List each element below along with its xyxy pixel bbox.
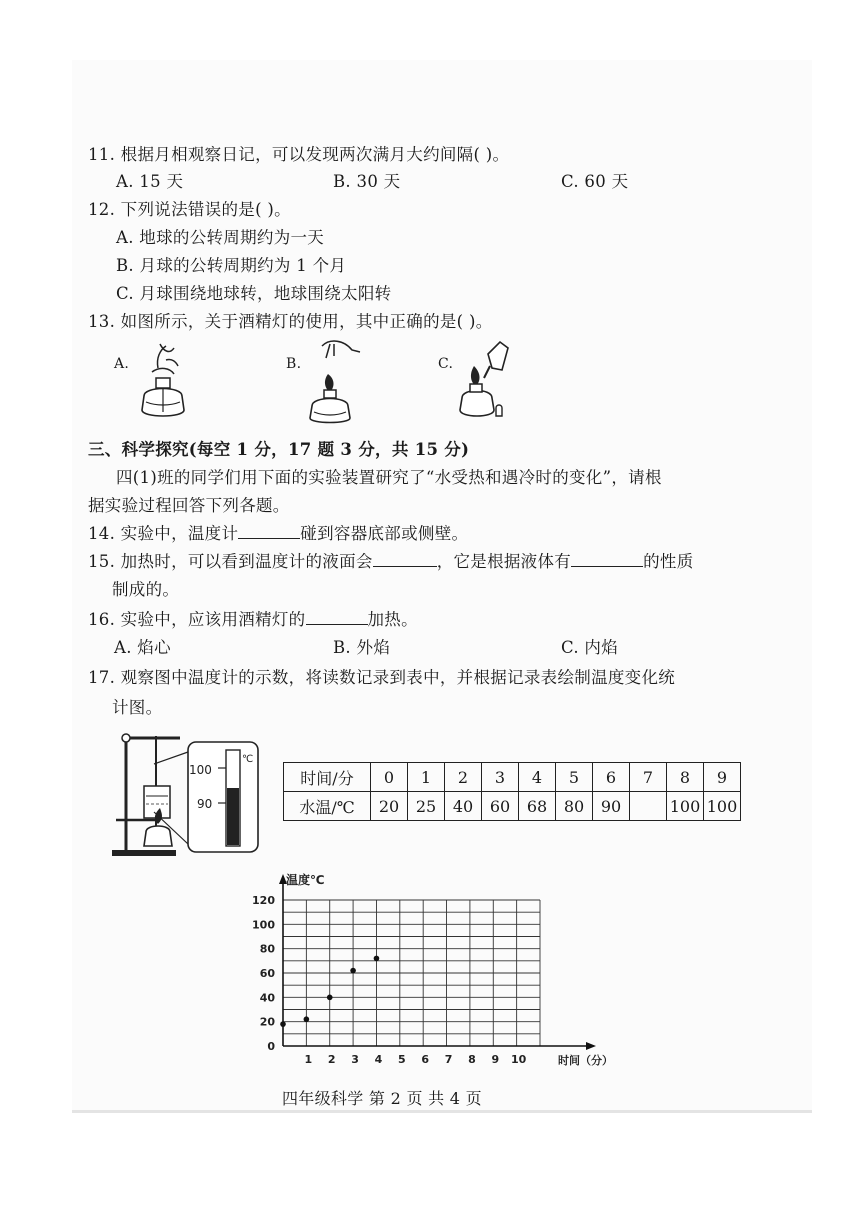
table-cell-time: 9 [704, 763, 741, 792]
chart-point [374, 956, 380, 962]
y-tick-label: 20 [259, 1015, 275, 1029]
chart-point [350, 968, 356, 974]
q12-option-b: B. 月球的公转周期约为 1 个月 [116, 256, 347, 275]
q12-option-c: C. 月球围绕地球转，地球围绕太阳转 [116, 284, 392, 303]
q16-blank[interactable] [306, 610, 368, 625]
q11-option-b: B. 30 天 [333, 172, 401, 191]
alcohol-lamp-b-illustration [300, 336, 370, 426]
table-cell-time: 0 [371, 763, 408, 792]
x-axis-arrow [586, 1042, 596, 1050]
alcohol-lamp-c-illustration [452, 336, 522, 426]
q13-stem: 13. 如图所示，关于酒精灯的使用，其中正确的是( )。 [88, 312, 493, 331]
table-cell-temp: 68 [519, 792, 556, 821]
table-cell-temp-empty[interactable] [630, 792, 667, 821]
q12-stem: 12. 下列说法错误的是( )。 [88, 200, 291, 219]
q15-line1: 15. 加热时，可以看到温度计的液面会 ，它是根据液体有 的性质 [88, 552, 694, 571]
x-tick-label: 1 [304, 1053, 313, 1066]
table-cell-time: 1 [408, 763, 445, 792]
y-tick-label: 40 [259, 991, 275, 1005]
y-tick-label: 120 [252, 894, 275, 907]
chart-point [280, 1021, 286, 1027]
q11-option-a: A. 15 天 [116, 172, 184, 191]
y-tick-label: 80 [259, 942, 275, 956]
q13-label-c: C. [438, 356, 454, 372]
temperature-chart [240, 868, 620, 1072]
alcohol-lamp-a-illustration [130, 338, 200, 426]
q13-label-b: B. [286, 356, 302, 372]
q11-option-c: C. 60 天 [561, 172, 629, 191]
q16-option-a: A. 焰心 [114, 638, 171, 657]
x-tick-label: 3 [351, 1053, 359, 1066]
heating-apparatus-illustration [108, 728, 268, 862]
x-tick-label: 5 [397, 1053, 406, 1066]
chart-y-tick-labels [252, 894, 275, 1053]
table-cell-temp: 20 [371, 792, 408, 821]
q16-line: 16. 实验中，应该用酒精灯的 加热。 [88, 610, 418, 629]
table-cell-temp: 100 [704, 792, 741, 821]
q17-line1: 17. 观察图中温度计的示数，将读数记录到表中，并根据记录表绘制温度变化统 [88, 668, 676, 687]
q11-stem: 11. 根据月相观察日记，可以发现两次满月大约间隔( )。 [88, 145, 510, 164]
table-row-time [284, 763, 741, 792]
page-footer: 四年级科学 第 2 页 共 4 页 [282, 1089, 482, 1108]
section3-heading: 三、科学探究(每空 1 分，17 题 3 分，共 15 分) [88, 440, 470, 459]
thermometer-label-90: 90 [197, 797, 213, 811]
y-tick-label: 60 [259, 967, 275, 980]
temperature-record-table [283, 762, 741, 821]
section3-intro-line2: 据实验过程回答下列各题。 [88, 496, 290, 515]
table-cell-temp: 90 [593, 792, 630, 821]
x-tick-label: 4 [374, 1053, 383, 1066]
q14-blank[interactable] [238, 524, 300, 539]
chart-point [327, 995, 333, 1001]
chart-x-axis-label: 时间（分） [558, 1054, 613, 1067]
q12-option-a: A. 地球的公转周期约为一天 [116, 228, 325, 247]
q16-option-b: B. 外焰 [333, 638, 391, 657]
thermometer-unit: ℃ [242, 754, 254, 765]
table-cell-time: 4 [519, 763, 556, 792]
chart-x-tick-labels [305, 1053, 527, 1066]
thermometer-label-100: 100 [189, 763, 212, 777]
q16-option-c: C. 内焰 [561, 638, 619, 657]
table-cell-temp: 25 [408, 792, 445, 821]
table-cell-temp: 60 [482, 792, 519, 821]
table-cell-temp: 100 [667, 792, 704, 821]
chart-grid [283, 900, 540, 1046]
chart-point [304, 1016, 310, 1022]
page-bottom-rule [72, 1110, 812, 1113]
table-cell-time: 8 [667, 763, 704, 792]
table-cell-time: 2 [445, 763, 482, 792]
q17-line2: 计图。 [112, 698, 163, 717]
x-tick-label: 6 [421, 1053, 430, 1066]
q15-blank-1[interactable] [373, 552, 437, 567]
x-tick-label: 2 [327, 1053, 336, 1066]
table-row-temp [284, 792, 741, 821]
chart-y-axis-label: 温度℃ [286, 873, 325, 887]
x-tick-label: 7 [444, 1053, 453, 1066]
x-tick-label: 9 [491, 1053, 500, 1066]
y-tick-label: 0 [267, 1040, 275, 1053]
table-cell-time: 3 [482, 763, 519, 792]
q15-blank-2[interactable] [571, 552, 643, 567]
table-header-temp: 水温/℃ [284, 792, 371, 821]
q15-line2: 制成的。 [112, 580, 180, 599]
table-cell-time: 5 [556, 763, 593, 792]
table-cell-temp: 80 [556, 792, 593, 821]
q13-label-a: A. [114, 356, 130, 372]
table-cell-temp: 40 [445, 792, 482, 821]
q14-line: 14. 实验中，温度计 碰到容器底部或侧壁。 [88, 524, 469, 543]
x-tick-label: 8 [468, 1053, 476, 1066]
table-cell-time: 7 [630, 763, 667, 792]
table-header-time: 时间/分 [284, 763, 371, 792]
y-tick-label: 100 [252, 918, 275, 932]
x-tick-label: 10 [510, 1053, 527, 1066]
section3-intro-line1: 四(1)班的同学们用下面的实验装置研究了“水受热和遇冷时的变化”，请根 [116, 468, 662, 487]
table-cell-time: 6 [593, 763, 630, 792]
